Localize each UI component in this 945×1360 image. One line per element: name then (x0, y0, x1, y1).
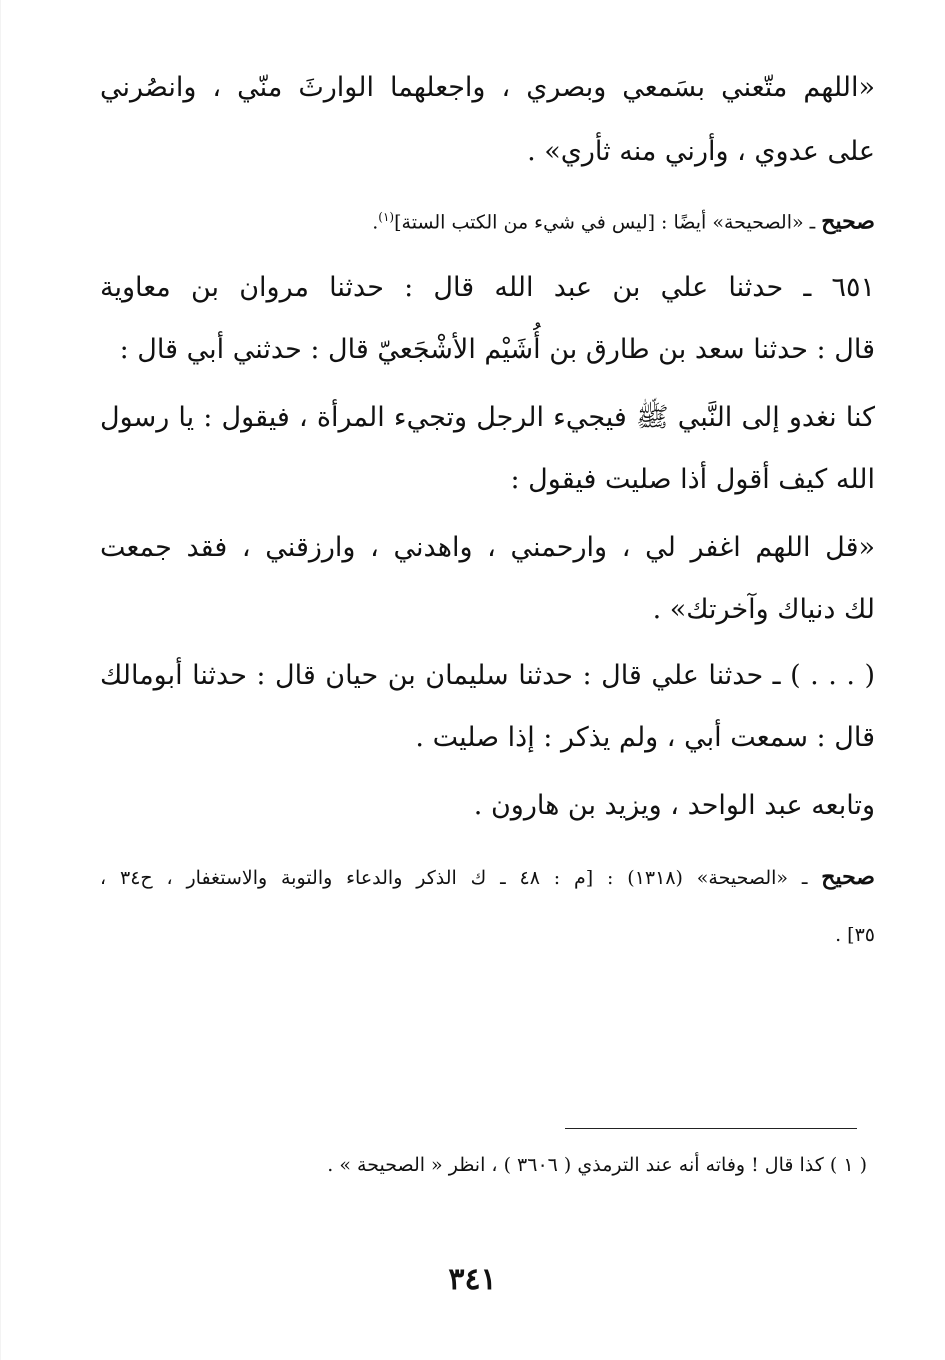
hadith-651b-follow-up: وتابعه عبد الواحد ، ويزيد بن هارون . (473, 790, 875, 821)
footnote-separator (565, 1128, 857, 1129)
page-number: ٣٤١ (448, 1262, 497, 1297)
scan-margin-line (0, 0, 1, 1360)
grading-word: صحيح (821, 208, 875, 235)
grading-source: ـ «الصحيحة» (١٣١٨) : [م : ٤٨ ـ ك الذكر والدعاء والتوبة والاستغفار ، ح٣٤ ، (100, 867, 822, 889)
footnote-1: ( ١ ) كذا قال ! وفاته أنه عند الترمذي ( ٣٦٠٦ ) ، انظر « الصحيحة » . (327, 1154, 867, 1176)
hadith-651b-chain-line-2: قال : سمعت أبي ، ولم يذكر : إذا صليت . (415, 722, 875, 753)
hadith-651-text-line-1: كنا نغدو إلى النَّبي ﷺ فيجيء الرجل وتجيء المرأة ، فيقول : يا رسول (100, 402, 875, 433)
hadith-650-text-line-1: «اللهم متّعني بسَمعي وبصري ، واجعلهما الوارثَ منّي ، وانصُرني (100, 72, 875, 103)
hadith-651-dua-line-2: لك دنياك وآخرتك» . (652, 594, 875, 625)
grading-note-650 (372, 200, 875, 239)
grading-source: ـ «الصحيحة» أيضًا : [ليس في شيء من الكتب الستة] (394, 211, 822, 234)
grading-note-651-end: ٣٥] . (835, 924, 875, 946)
grading-end: . (372, 211, 379, 234)
hadith-650-text-line-2: على عدوي ، وأرني منه ثأري» . (527, 136, 875, 167)
hadith-651-text-line-2: الله كيف أقول أذا صليت فيقول : (510, 464, 875, 495)
hadith-651-chain-line-2: قال : حدثنا سعد بن طارق بن أُشَيْم الأشْجَعيّ قال : حدثني أبي قال : (119, 334, 875, 365)
footnote-marker: (١) (378, 210, 395, 224)
hadith-651b-chain-line-1: ( . . . ) ـ حدثنا علي قال : حدثنا سليمان بن حيان قال : حدثنا أبومالك (100, 660, 875, 691)
grading-word: صحيح (821, 864, 875, 890)
grading-note-651 (100, 860, 875, 895)
hadith-651-chain-line-1: ٦٥١ ـ حدثنا علي بن عبد الله قال : حدثنا مروان بن معاوية (100, 272, 875, 303)
hadith-651-dua-line-1: «قل اللهم اغفر لي ، وارحمني ، واهدني ، وارزقني ، فقد جمعت (100, 532, 875, 563)
